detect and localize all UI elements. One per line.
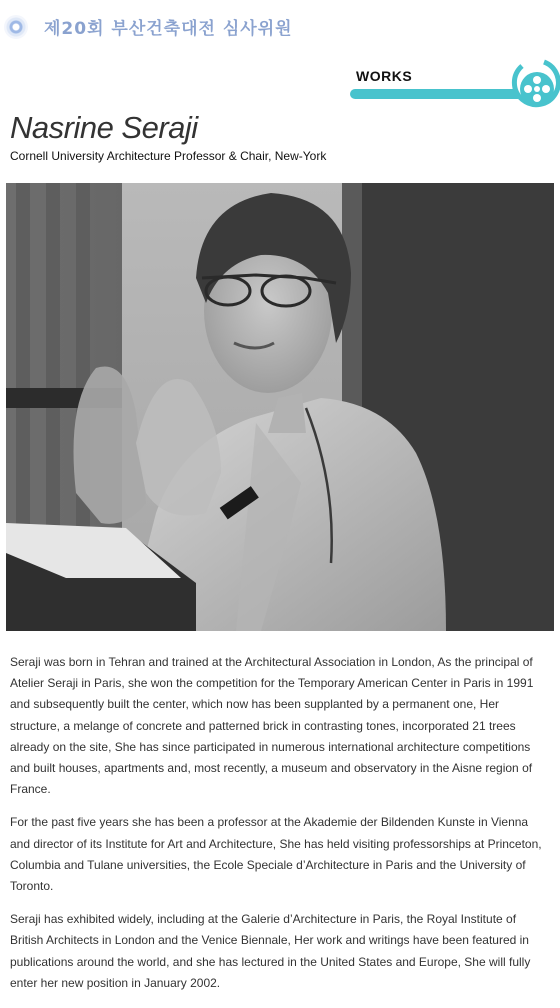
works-section-tab [348, 58, 560, 112]
portrait-photo [6, 183, 554, 631]
page-header [0, 0, 560, 56]
bio-paragraph: Seraji has exhibited widely, including at the Galerie d’Architecture in Paris, the Royal Institute of British Architects in London and the Venice Biennale, Her work and writings have been featured in publications around the world, and she has lectured in the United States and Europe, She will fully enter her new position in January 2002. [10, 912, 531, 990]
person-name: Nasrine Seraji [10, 110, 198, 145]
circle-bullet-icon [4, 15, 28, 39]
works-accent-bar [350, 89, 518, 99]
person-title: Cornell University Architecture Professor & Chair, New-York [10, 149, 327, 163]
film-reel-icon [510, 58, 560, 112]
bio-paragraph: Seraji was born in Tehran and trained at the Architectural Association in London, As the principal of Atelier Seraji in Paris, she won the competition for the Temporary American Center in Paris in 1991 and subsequently built the center, which now has been supplanted by a permanent one, Her structure, a melange of concrete and patterned brick in contrasting tones, incorporated 21 trees already on the site, She has since participated in numerous international architecture competitions and built houses, apartments and, most recently, a museum and observatory in the Aisne region of France. [10, 655, 534, 797]
bio-paragraph: For the past five years she has been a professor at the Akademie der Bildenden Kunste in Vienna and director of its Institute for Art and Architecture, She has held visiting professorships at Princeton, Columbia and Tulane universities, the Ecole Speciale d’Architecture in Paris and the University of Toronto. [10, 815, 542, 894]
biography [10, 652, 550, 1006]
header-title: 제20회 부산건축대전 심사위원 [44, 19, 293, 39]
works-label: WORKS [356, 68, 413, 84]
